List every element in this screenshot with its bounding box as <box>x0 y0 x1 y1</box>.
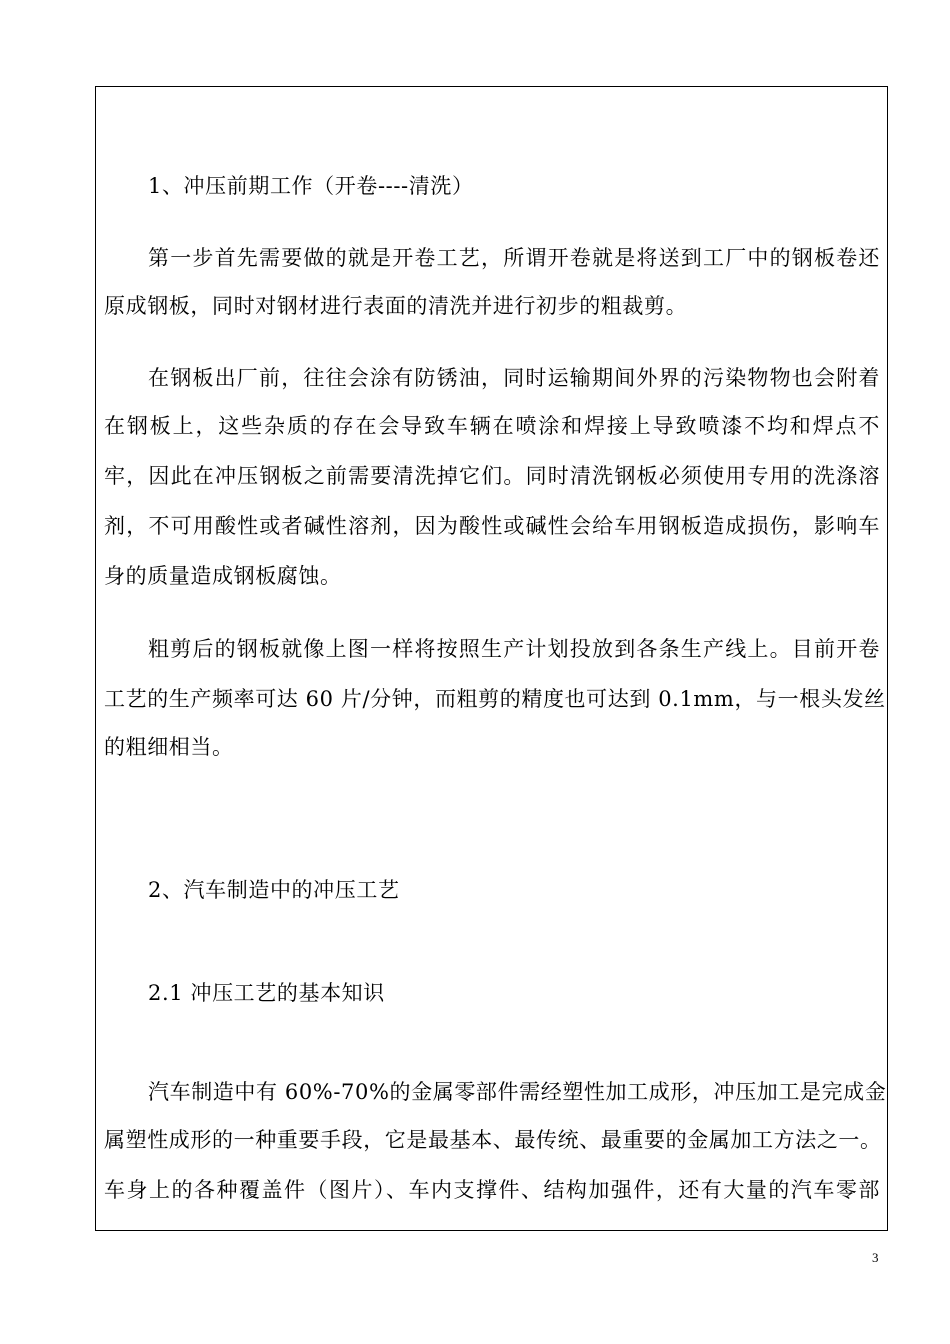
paragraph-2-line-3: 牢，因此在冲压钢板之前需要清洗掉它们。同时清洗钢板必须使用专用的洗涤溶 <box>104 464 880 488</box>
paragraph-2-line-4: 剂，不可用酸性或者碱性溶剂，因为酸性或碱性会给车用钢板造成损伤，影响车 <box>104 514 880 538</box>
paragraph-3-line-3: 的粗细相当。 <box>104 735 234 759</box>
paragraph-2-line-1: 在钢板出厂前，往往会涂有防锈油，同时运输期间外界的污染物物也会附着 <box>148 366 880 390</box>
section-heading-2: 2、汽车制造中的冲压工艺 <box>148 878 400 902</box>
paragraph-2-line-5: 身的质量造成钢板腐蚀。 <box>104 564 342 588</box>
paragraph-4-line-1: 汽车制造中有 60%-70%的金属零部件需经塑性加工成形，冲压加工是完成金 <box>148 1080 887 1104</box>
paragraph-3-line-1: 粗剪后的钢板就像上图一样将按照生产计划投放到各条生产线上。目前开卷 <box>148 637 880 661</box>
subsection-heading-2-1: 2.1 冲压工艺的基本知识 <box>148 981 385 1005</box>
paragraph-4-line-2: 属塑性成形的一种重要手段，它是最基本、最传统、最重要的金属加工方法之一。 <box>104 1128 882 1152</box>
page-number: 3 <box>872 1250 879 1265</box>
paragraph-4-line-3: 车身上的各种覆盖件（图片）、车内支撑件、结构加强件，还有大量的汽车零部 <box>104 1178 880 1202</box>
paragraph-2-line-2: 在钢板上，这些杂质的存在会导致车辆在喷涂和焊接上导致喷漆不均和焊点不 <box>104 414 880 438</box>
paragraph-1-line-1: 第一步首先需要做的就是开卷工艺，所谓开卷就是将送到工厂中的钢板卷还 <box>148 246 880 270</box>
paragraph-1-line-2: 原成钢板，同时对钢材进行表面的清洗并进行初步的粗裁剪。 <box>104 294 688 318</box>
paragraph-3-line-2: 工艺的生产频率可达 60 片/分钟，而粗剪的精度也可达到 0.1mm，与一根头发丝 <box>104 687 886 711</box>
section-heading-1: 1、冲压前期工作（开卷----清洗） <box>148 174 474 198</box>
